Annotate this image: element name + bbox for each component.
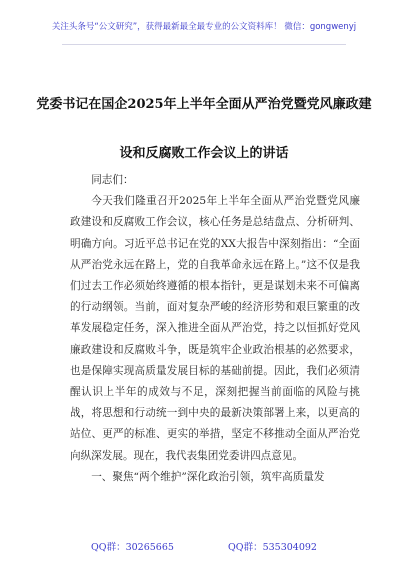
salutation: 同志们：: [91, 174, 134, 186]
section-heading-1: 一、聚焦“两个维护”深化政治引领，筑牢高质量发: [91, 470, 325, 483]
footer-qq-group-2: QQ群：535304092: [228, 542, 317, 553]
header-banner: 关注头条号“公文研究”，获得最新最全最专业的公文资料库！ 微信：gongwenyj: [51, 22, 357, 32]
footer: [0, 539, 408, 553]
footer-qq-group-1: QQ群：30265665: [91, 542, 174, 553]
document-title-line-2: 设和反腐败工作会议上的讲话: [119, 146, 289, 161]
header-divider: [62, 44, 346, 45]
document-title-line-1: 党委书记在国企2025年上半年全面从严治党暨党风廉政建: [36, 97, 372, 112]
document-body: [70, 170, 360, 488]
body-paragraph: 今天我们隆重召开2025年上半年全面从严治党暨党风廉政建设和反腐败工作会议，核心任务是总结盘点、分析研判、明确方向。习近平总书记在党的XX大报告中深刻指出：“全面从严治党永远在路上，党的自我革命永远在路上。”这不仅是我们过去工作必须始终遵循的根本指针，更是谋划未来不可偏离的行动纲领。当前，面对复杂严峻的经济形势和艰巨繁重的改革发展稳定任务，深入推进全面从严治党，持之以恒抓好党风廉政建设和反腐败斗争，既是筑牢企业政治根基的必然要求，也是保障实现高质量发展目标的基础前提。因此，我们必须清醒认识上半年的成效与不足，深刻把握当前面临的风险与挑战，将思想和行动统一到中央的最新决策部署上来，以更高的站位、更严的标准、更实的举措，坚定不移推动全面从严治党向纵深发展。现在，我代表集团党委讲四点意见。: [70, 195, 360, 462]
